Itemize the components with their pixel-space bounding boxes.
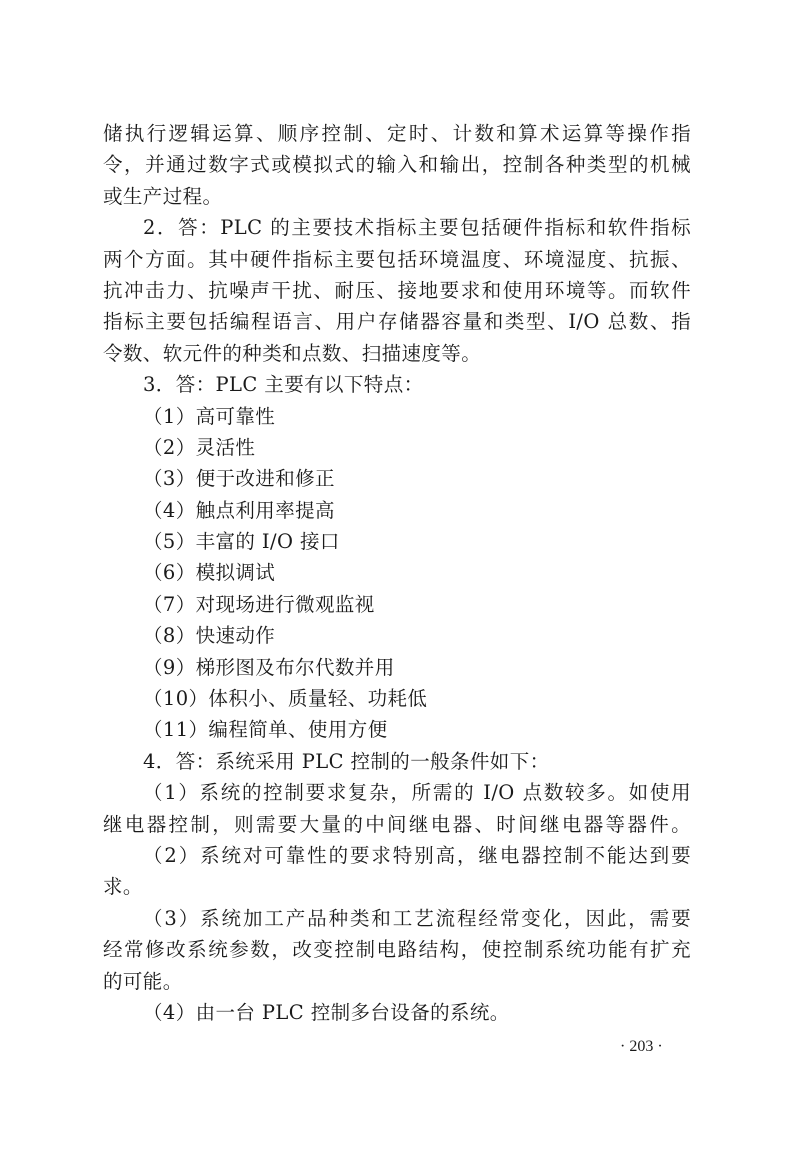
list-item: （11）编程简单、使用方便 <box>143 718 388 742</box>
text-line: 求。 <box>103 875 143 899</box>
text-line: 储执行逻辑运算、顺序控制、定时、计数和算术运算等操作指 <box>103 122 691 145</box>
text-line: 的可能。 <box>103 969 183 993</box>
text-line: 或生产过程。 <box>103 184 223 208</box>
answer-2-heading: 2．答：PLC 的主要技术指标主要包括硬件指标和软件指标 <box>143 216 691 240</box>
text-line: 指标主要包括编程语言、用户存储器容量和类型、I/O 总数、指 <box>103 310 691 334</box>
list-item: （4）触点利用率提高 <box>143 498 335 522</box>
page-body <box>103 118 691 1028</box>
page-number: · 203 · <box>620 1038 663 1055</box>
text-line: 令，并通过数字式或模拟式的输入和输出，控制各种类型的机械 <box>103 153 691 177</box>
list-item: （2）灵活性 <box>143 435 256 459</box>
list-item: （5）丰富的 I/O 接口 <box>143 530 340 554</box>
text-line: 经常修改系统参数，改变控制电路结构，使控制系统功能有扩充 <box>103 938 691 962</box>
list-item: （1）高可靠性 <box>143 404 276 428</box>
text-line: （4）由一台 PLC 控制多台设备的系统。 <box>143 1000 510 1024</box>
text-line: （2）系统对可靠性的要求特别高，继电器控制不能达到要 <box>143 843 691 867</box>
list-item: （10）体积小、质量轻、功耗低 <box>143 687 428 711</box>
text-line: 两个方面。其中硬件指标主要包括环境温度、环境湿度、抗振、 <box>103 247 691 271</box>
text-line: 令数、软元件的种类和点数、扫描速度等。 <box>103 341 482 365</box>
list-item: （3）便于改进和修正 <box>143 467 335 491</box>
text-line: （1）系统的控制要求复杂，所需的 I/O 点数较多。如使用 <box>143 781 691 805</box>
answer-4-heading: 4．答：系统采用 PLC 控制的一般条件如下： <box>143 749 550 773</box>
text-line: 继电器控制，则需要大量的中间继电器、时间继电器等器件。 <box>103 812 691 836</box>
answer-3-heading: 3．答：PLC 主要有以下特点： <box>143 373 424 397</box>
list-item: （8）快速动作 <box>143 624 276 648</box>
text-line: （3）系统加工产品种类和工艺流程经常变化，因此，需要 <box>143 906 691 930</box>
list-item: （6）模拟调试 <box>143 561 276 585</box>
text-line: 抗冲击力、抗噪声干扰、耐压、接地要求和使用环境等。而软件 <box>103 278 691 302</box>
list-item: （9）梯形图及布尔代数并用 <box>143 655 395 679</box>
list-item: （7）对现场进行微观监视 <box>143 592 375 616</box>
